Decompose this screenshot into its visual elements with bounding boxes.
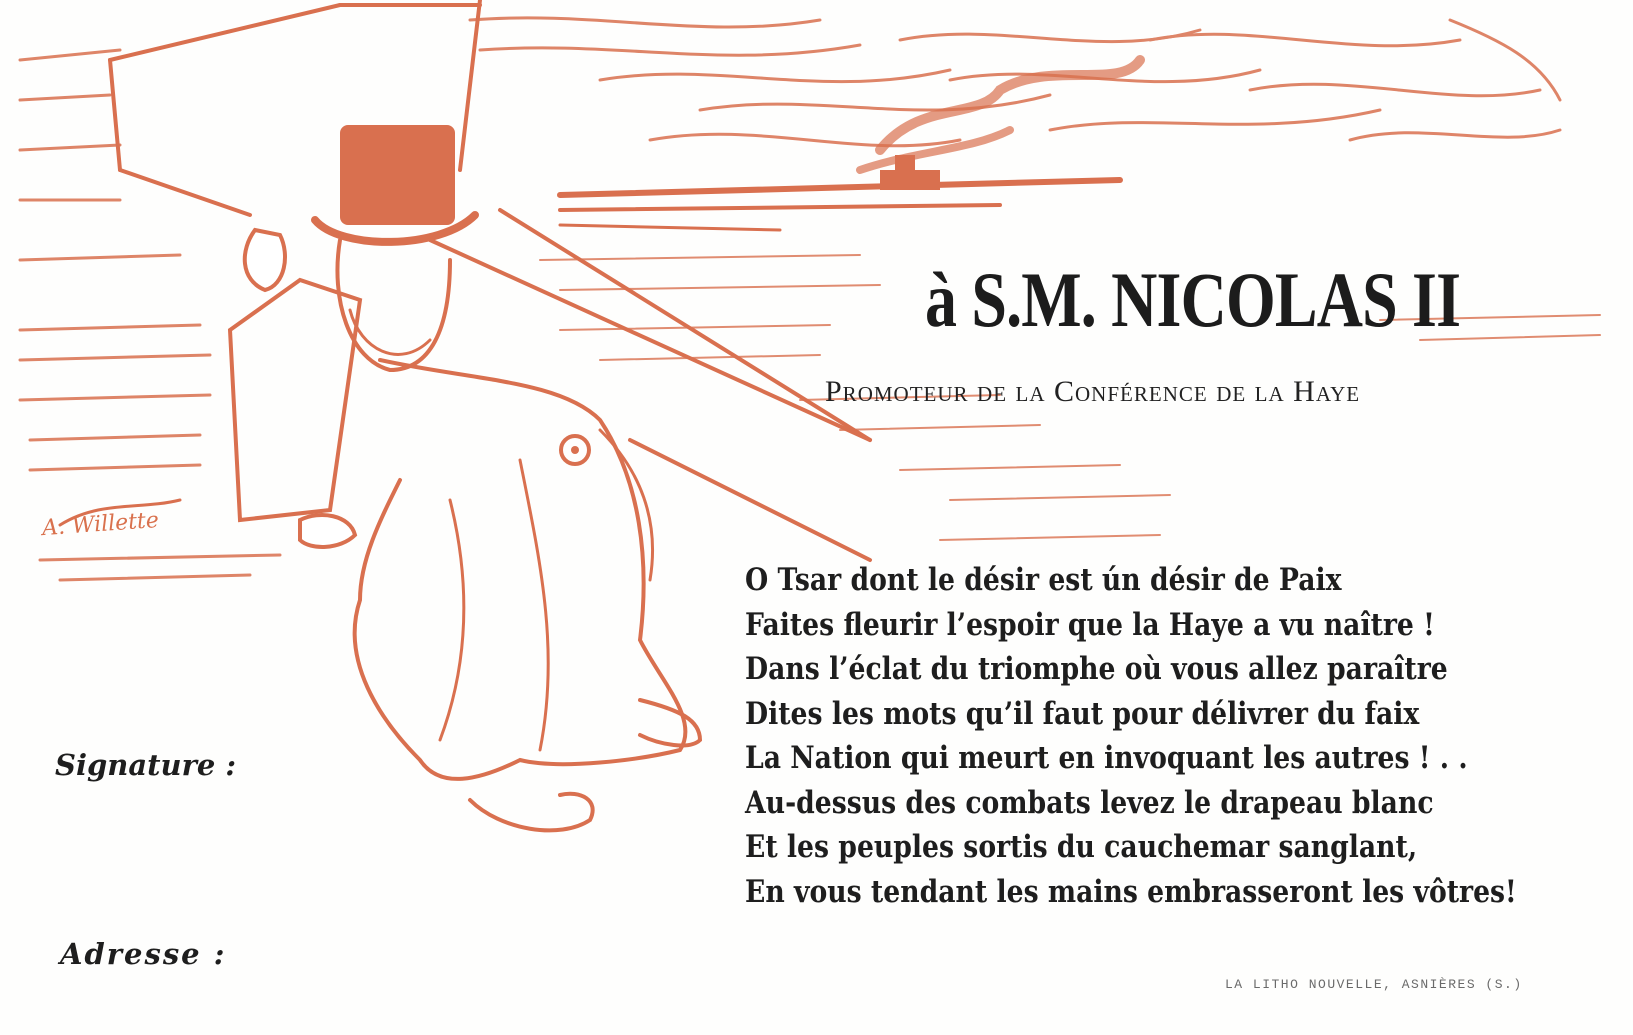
cross [110, 0, 870, 560]
hand-upper [245, 230, 285, 290]
poem-line: Au-dessus des combats levez le drapeau blanc [745, 784, 1434, 821]
printer-imprint: LA LITHO NOUVELLE, ASNIÈRES (S.) [1225, 977, 1523, 992]
poem-line: O Tsar dont le désir est ún désir de Paix [745, 562, 1342, 598]
hand-lower [300, 515, 355, 547]
poem-line: En vous tendant les mains embrasseront les vôtres! [745, 873, 1517, 910]
top-hat [340, 125, 455, 225]
postcard-title: à S.M. NICOLAS II [925, 256, 1461, 343]
poem-line: Dites les mots qu’il faut pour délivrer du faix [745, 695, 1420, 732]
poem-line: Faites fleurir l’espoir que la Haye a vu naître ! [745, 606, 1435, 643]
poem-line: La Nation qui meurt en invoquant les autres ! . . [745, 740, 1468, 776]
poem-line: Dans l’éclat du triomphe où vous allez paraître [745, 651, 1448, 687]
feet [470, 794, 593, 831]
postcard-subtitle: Promoteur de la Conférence de la Haye [825, 375, 1361, 408]
coat [355, 360, 686, 779]
horizon [560, 180, 1120, 195]
artist-signature: A. Willette [41, 507, 160, 542]
signature-label: Signature : [55, 748, 237, 782]
poem [745, 558, 1517, 914]
adresse-label: Adresse : [60, 937, 227, 971]
poem-line: Et les peuples sortis du cauchemar sanglant, [745, 829, 1418, 865]
